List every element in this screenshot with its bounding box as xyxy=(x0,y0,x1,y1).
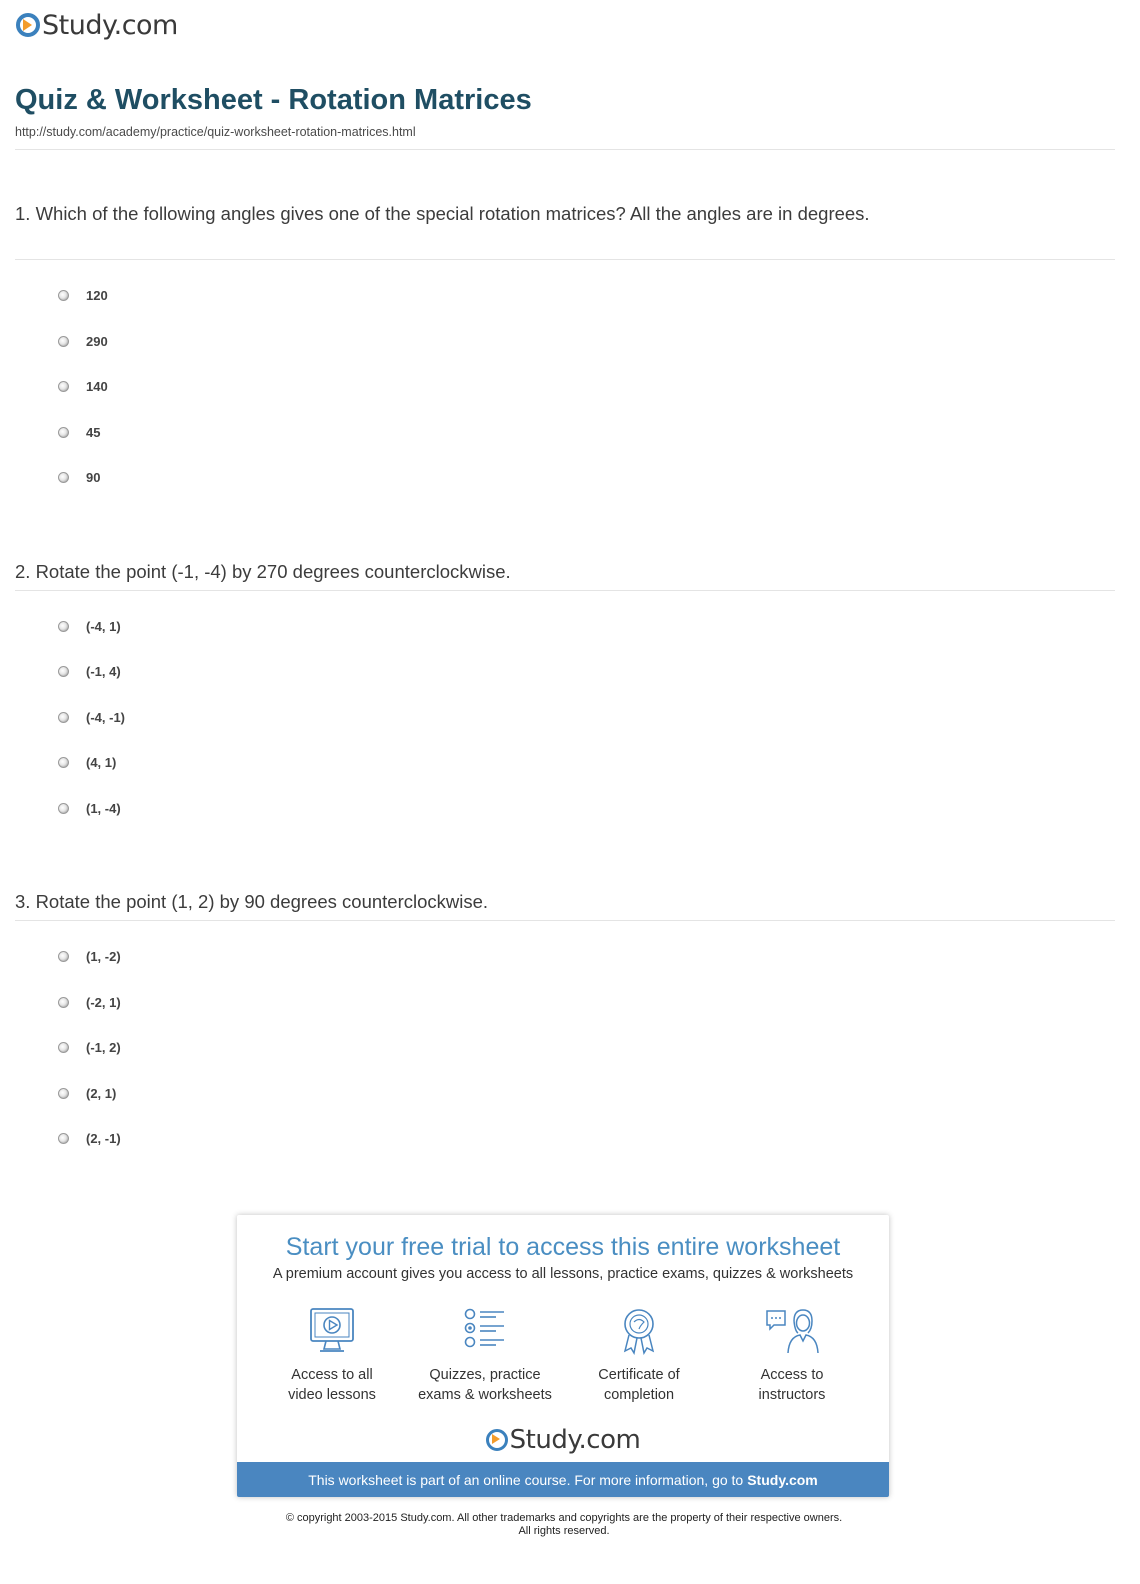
answer-option[interactable] xyxy=(58,992,121,1012)
feature-line: video lessons xyxy=(288,1387,376,1403)
feature-line: instructors xyxy=(758,1387,826,1403)
divider xyxy=(15,920,1115,921)
option-label: (-1, 2) xyxy=(86,1039,121,1055)
radio-button[interactable] xyxy=(58,621,69,632)
answer-option[interactable] xyxy=(58,616,121,636)
page-title: Quiz & Worksheet - Rotation Matrices xyxy=(15,84,532,116)
feature-video-lessons xyxy=(257,1307,407,1405)
option-label: (4, 1) xyxy=(86,754,117,770)
radio-button[interactable] xyxy=(58,427,69,438)
answer-option[interactable] xyxy=(58,1083,116,1103)
feature-certificate xyxy=(564,1307,714,1405)
option-label: 90 xyxy=(86,469,101,485)
option-label: (-1, 4) xyxy=(86,663,121,679)
radio-button[interactable] xyxy=(58,1088,69,1099)
certificate-ribbon-icon xyxy=(614,1307,664,1355)
option-label: (1, -2) xyxy=(86,948,121,964)
free-trial-promo xyxy=(237,1215,889,1497)
radio-button[interactable] xyxy=(58,803,69,814)
answer-option[interactable] xyxy=(58,707,125,727)
radio-button[interactable] xyxy=(58,472,69,483)
radio-button[interactable] xyxy=(58,712,69,723)
answer-option[interactable] xyxy=(58,946,121,966)
option-label: (1, -4) xyxy=(86,800,121,816)
answer-option[interactable] xyxy=(58,331,108,351)
feature-line: Access to xyxy=(760,1367,824,1383)
answer-option[interactable] xyxy=(58,1037,121,1057)
answer-option[interactable] xyxy=(58,467,100,487)
feature-line: completion xyxy=(603,1387,675,1403)
copyright-line: All rights reserved. xyxy=(518,1525,610,1537)
answer-option[interactable] xyxy=(58,752,116,772)
feature-line: Certificate of xyxy=(598,1367,680,1383)
course-info-bar xyxy=(237,1462,889,1497)
option-label: (-4, -1) xyxy=(86,709,125,725)
course-info-text: This worksheet is part of an online course. For more information, go to xyxy=(308,1471,744,1488)
option-label: (2, 1) xyxy=(86,1085,117,1101)
option-label: 290 xyxy=(86,333,108,349)
video-monitor-icon xyxy=(307,1307,357,1355)
question-1: 1. Which of the following angles gives one of the special rotation matrices? All the angles are in degrees. xyxy=(15,203,870,224)
answer-option[interactable] xyxy=(58,285,108,305)
logo-text: Study.com xyxy=(42,9,178,41)
page-url: http://study.com/academy/practice/quiz-worksheet-rotation-matrices.html xyxy=(15,125,416,139)
answer-option[interactable] xyxy=(58,376,108,396)
radio-button[interactable] xyxy=(58,757,69,768)
option-label: (-4, 1) xyxy=(86,618,121,634)
answer-option[interactable] xyxy=(58,422,100,442)
radio-button[interactable] xyxy=(58,997,69,1008)
divider xyxy=(15,259,1115,260)
option-label: 140 xyxy=(86,378,108,394)
copyright-footer xyxy=(0,1512,1128,1538)
question-2: 2. Rotate the point (-1, -4) by 270 degrees counterclockwise. xyxy=(15,561,511,582)
radio-button[interactable] xyxy=(58,1133,69,1144)
feature-line: exams & worksheets xyxy=(418,1387,552,1403)
study-link[interactable]: Study.com xyxy=(747,1471,818,1488)
option-label: (2, -1) xyxy=(86,1130,121,1146)
option-label: 120 xyxy=(86,287,108,303)
checklist-icon xyxy=(460,1307,510,1355)
radio-button[interactable] xyxy=(58,951,69,962)
play-logo-icon xyxy=(16,13,40,37)
logo-text: Study.com xyxy=(509,1425,641,1455)
radio-button[interactable] xyxy=(58,336,69,347)
play-logo-icon xyxy=(486,1429,508,1451)
answer-option[interactable] xyxy=(58,661,121,681)
promo-subheading: A premium account gives you access to all lessons, practice exams, quizzes & worksheets xyxy=(272,1266,854,1282)
instructor-chat-icon xyxy=(764,1307,820,1355)
radio-button[interactable] xyxy=(58,1042,69,1053)
answer-option[interactable] xyxy=(58,1128,121,1148)
feature-line: Access to all xyxy=(291,1367,373,1383)
radio-button[interactable] xyxy=(58,381,69,392)
feature-quizzes xyxy=(410,1307,560,1405)
divider xyxy=(15,590,1115,591)
copyright-line: © copyright 2003-2015 Study.com. All other trademarks and copyrights are the property of their respective owners. xyxy=(285,1512,843,1524)
answer-option[interactable] xyxy=(58,798,121,818)
study-logo[interactable] xyxy=(16,10,178,40)
promo-heading[interactable]: Start your free trial to access this entire worksheet xyxy=(285,1233,841,1261)
question-3: 3. Rotate the point (1, 2) by 90 degrees counterclockwise. xyxy=(15,891,489,912)
feature-line: Quizzes, practice xyxy=(429,1367,541,1383)
divider xyxy=(15,149,1115,150)
feature-instructors xyxy=(717,1307,867,1405)
option-label: 45 xyxy=(86,424,101,440)
radio-button[interactable] xyxy=(58,290,69,301)
promo-study-logo[interactable] xyxy=(237,1425,889,1455)
radio-button[interactable] xyxy=(58,666,69,677)
option-label: (-2, 1) xyxy=(86,994,121,1010)
